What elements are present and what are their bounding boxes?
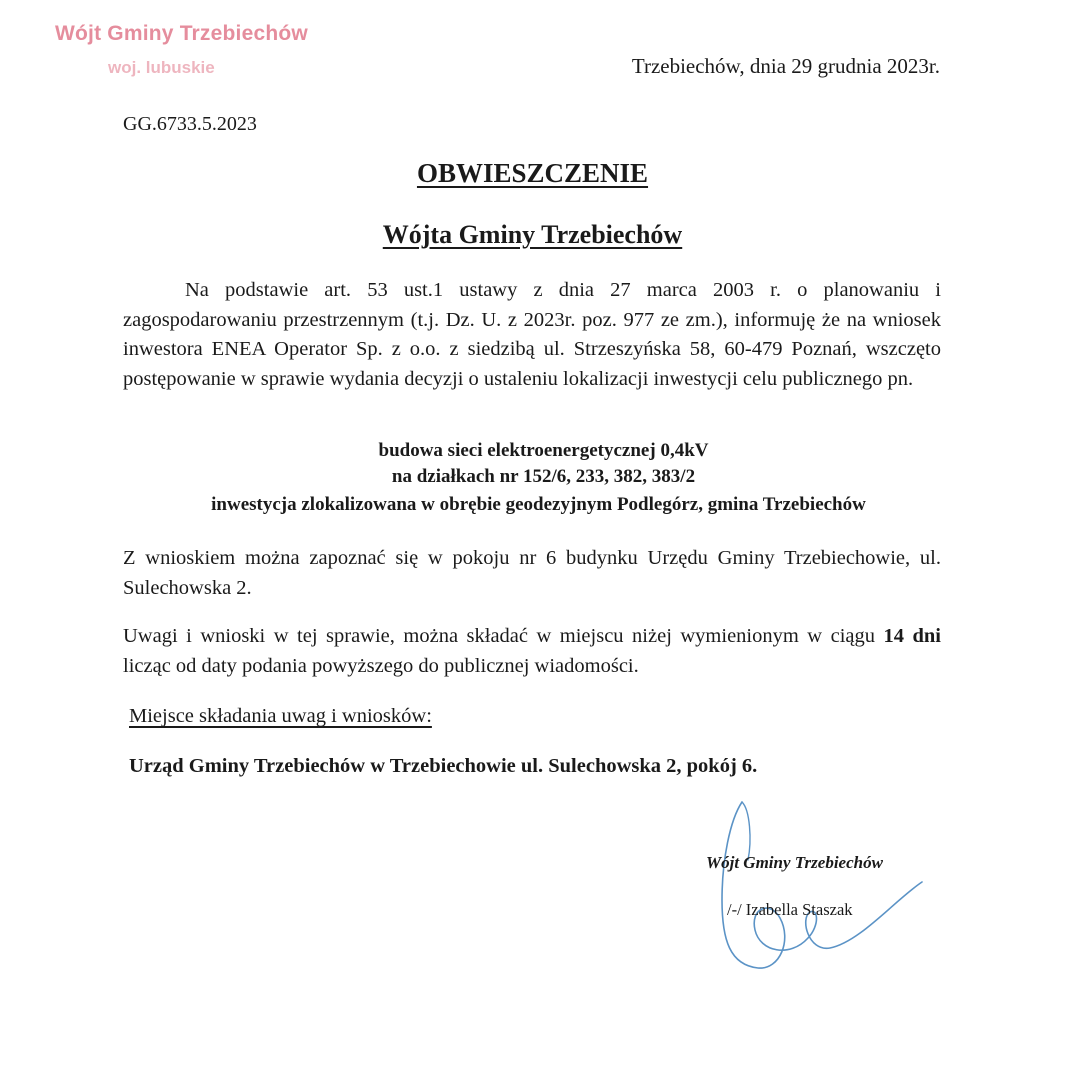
comments-text-before: Uwagi i wnioski w tej sprawie, można składać w miejscu niżej wymienionym w ciągu <box>123 625 876 647</box>
investment-location: inwestycja zlokalizowana w obrębie geodezyjnym Podlegórz, gmina Trzebiechów <box>211 494 866 515</box>
stamp-line-2: woj. lubuskie <box>108 58 215 77</box>
handwritten-signature <box>700 790 940 980</box>
document-subtitle: Wójta Gminy Trzebiechów <box>382 220 683 249</box>
document-title: OBWIESZCZENIE <box>416 158 649 188</box>
legal-basis-paragraph: Na podstawie art. 53 ust.1 ustawy z dnia 27 marca 2003 r. o planowaniu i zagospodarowaniu przestrzennym (t.j. Dz. U. z 2023r. poz. 977 ze zm.), informuję że na wniosek inwestora ENEA Operator Sp. z o.o. z siedzibą ul. Strzeszyńska 58, 60-479 Poznań, wszczęto postępowanie w sprawie wydania decyzji o ustaleniu lokalizacji inwestycji celu publicznego pn. <box>123 279 941 390</box>
submission-place: Urząd Gminy Trzebiechów w Trzebiechowie ul. Sulechowska 2, pokój 6. <box>129 755 758 777</box>
document-date: Trzebiechów, dnia 29 grudnia 2023r. <box>631 54 940 78</box>
signatory-title: Wójt Gminy Trzebiechów <box>706 853 883 872</box>
inspection-paragraph: Z wnioskiem można zapoznać się w pokoju nr 6 budynku Urzędu Gminy Trzebiechowie, ul. Sulechowska 2. <box>123 547 941 599</box>
comments-text-after: licząc od daty podania powyższego do publicznej wiadomości. <box>123 654 639 677</box>
signatory-name: /-/ Izabella Staszak <box>727 900 853 919</box>
reference-number: GG.6733.5.2023 <box>123 113 257 135</box>
stamp-line-1: Wójt Gminy Trzebiechów <box>55 22 308 45</box>
comments-paragraph <box>123 622 941 681</box>
investment-name: budowa sieci elektroenergetycznej 0,4kV <box>378 440 709 461</box>
deadline-days: 14 dni <box>883 625 942 647</box>
submission-place-label: Miejsce składania uwag i wniosków: <box>129 705 432 727</box>
investment-parcels: na działkach nr 152/6, 233, 382, 383/2 <box>391 466 696 487</box>
